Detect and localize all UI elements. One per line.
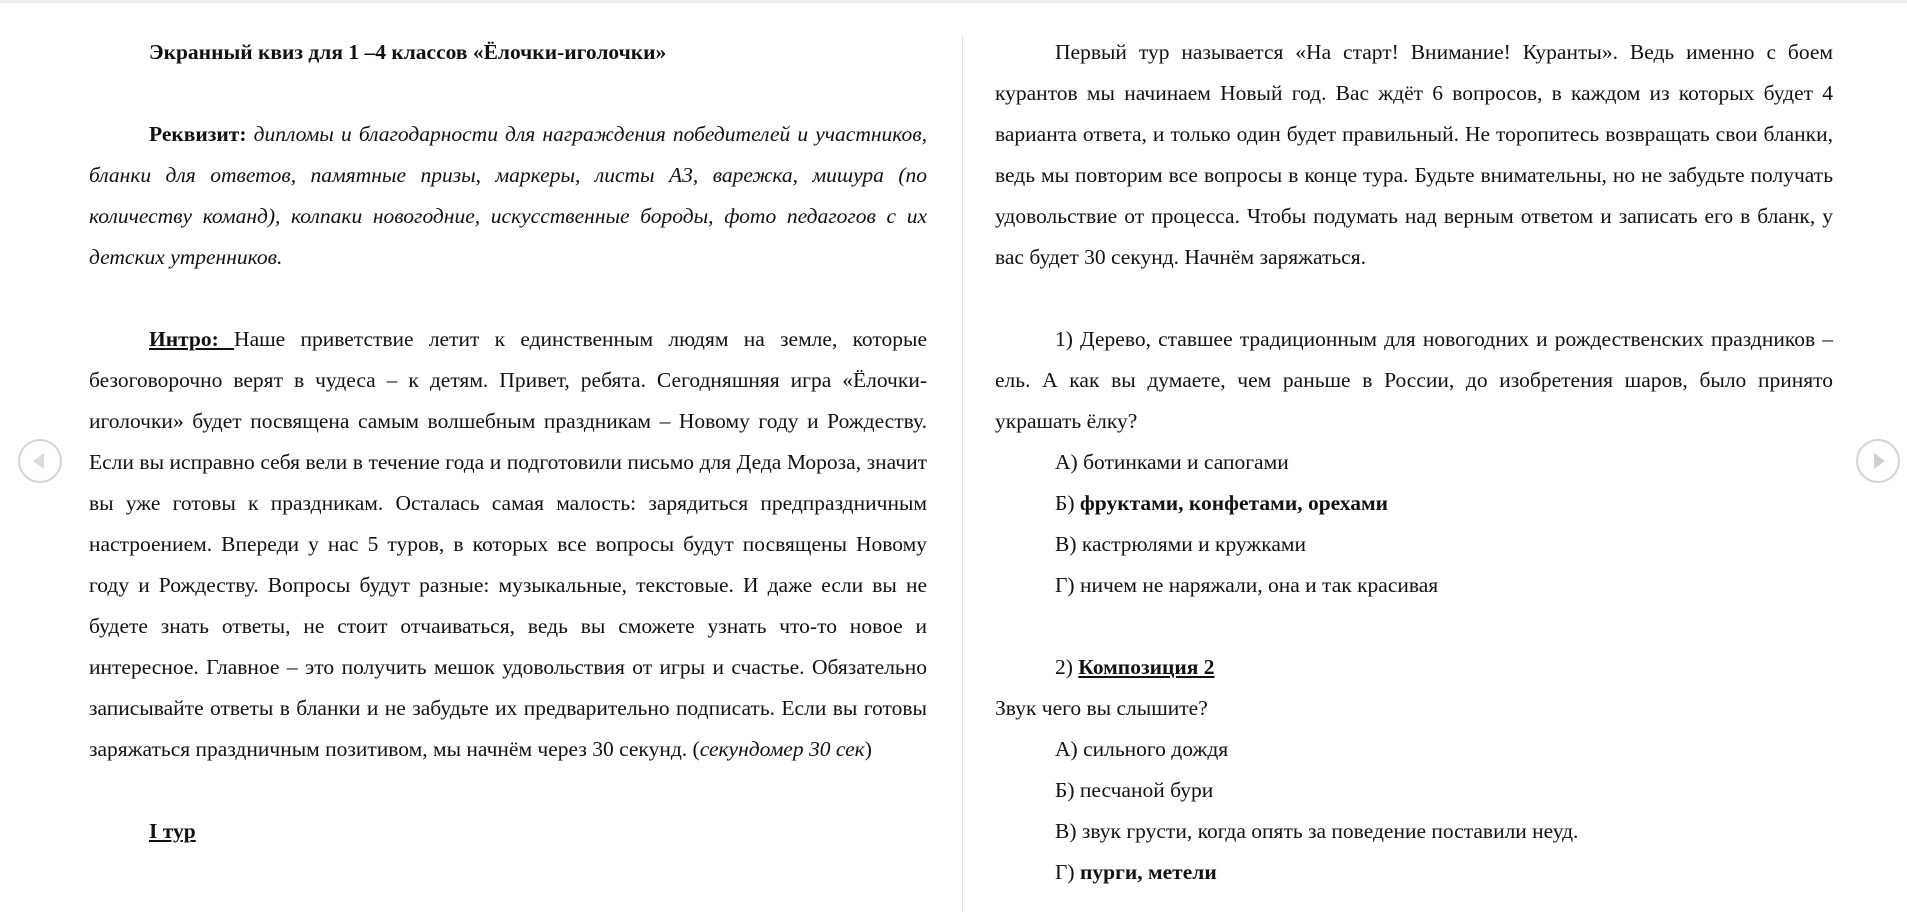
- page-divider: [962, 36, 963, 912]
- document-title: Экранный квиз для 1 –4 классов «Ёлочки-иголочки»: [149, 40, 667, 64]
- spacer: [89, 73, 927, 114]
- props-text: дипломы и благодарности для награждения победителей и участников, бланки для ответов, памятные призы, маркеры, листы А3, варежка, мишура (по количеству команд), колпаки новогодние, искусственные бороды, фото педагогов с их детских утренников.: [89, 122, 927, 269]
- spacer: [995, 278, 1833, 319]
- q1-option-d: Г) ничем не наряжали, она и так красивая: [1055, 573, 1439, 597]
- q2-option-d: Г) пурги, метели: [1055, 860, 1217, 884]
- props-label: Реквизит:: [149, 122, 247, 146]
- question-1-text: 1) Дерево, ставшее традиционным для новогодних и рождественских праздников – ель. А как вы думаете, чем раньше в России, до изобретения шаров, было принято украшать ёлку?: [995, 327, 1833, 433]
- q2-option-a: А) сильного дождя: [1055, 737, 1229, 761]
- q2-option-b: Б) песчаной бури: [1055, 778, 1214, 802]
- right-page: [995, 32, 1833, 912]
- intro-text: Наше приветствие летит к единственным людям на земле, которые безоговорочно верят в чудеса – к детям. Привет, ребята. Сегодняшняя игра «Ёлочки-иголочки» будет посвящена самым волшебным праздникам – Новому году и Рождеству. Если вы исправно себя вели в течение года и подготовили письмо для Деда Мороза, значит вы уже готовы к праздникам. Осталась самая малость: зарядиться предпраздничным настроением. Впереди у нас 5 туров, в которых все вопросы будут посвящены Новому году и Рождеству. Вопросы будут разные: музыкальные, текстовые. И даже если вы не будете знать ответы, не стоит отчаиваться, ведь вы сможете узнать что-то новое и интересное. Главное – это получить мешок удовольствия от игры и счастье. Обязательно записывайте ответы в бланки и не забудьте их предварительно подписать. Если вы готовы заряжаться праздничным позитивом, мы начнём через 30 секунд. (: [89, 327, 927, 761]
- question-2-heading: 2) Композиция 2: [1055, 655, 1215, 679]
- question-2-text: Звук чего вы слышите?: [995, 696, 1208, 720]
- left-page: [89, 32, 927, 912]
- previous-page-button[interactable]: [18, 439, 62, 483]
- triangle-left-icon: [20, 441, 60, 481]
- spacer: [89, 278, 927, 319]
- q1-option-b: Б) фруктами, конфетами, орехами: [1055, 491, 1389, 515]
- q2-option-c: В) звук грусти, когда опять за поведение поставили неуд.: [1055, 819, 1579, 843]
- intro-close: ): [864, 737, 872, 761]
- intro-note: секундомер 30 сек: [699, 737, 865, 761]
- intro-paragraph: [89, 319, 927, 770]
- spacer: [995, 606, 1833, 647]
- triangle-right-icon: [1858, 441, 1898, 481]
- next-page-button[interactable]: [1856, 439, 1900, 483]
- q1-option-a: А) ботинками и сапогами: [1055, 450, 1289, 474]
- intro-label: Интро:: [149, 327, 235, 351]
- q1-option-c: В) кастрюлями и кружками: [1055, 532, 1307, 556]
- round-heading: I тур: [149, 819, 196, 843]
- spacer: [89, 770, 927, 811]
- top-border: [0, 0, 1907, 3]
- round-intro-paragraph: Первый тур называется «На старт! Внимание! Куранты». Ведь именно с боем курантов мы начинаем Новый год. Вас ждёт 6 вопросов, в каждом из которых будет 4 варианта ответа, и только один будет правильный. Не торопитесь возвращать свои бланки, ведь мы повторим все вопросы в конце тура. Будьте внимательны, но не забудьте получать удовольствие от процесса. Чтобы подумать над верным ответом и записать его в бланк, у вас будет 30 секунд. Начнём заряжаться.: [995, 40, 1833, 269]
- props-paragraph: [89, 114, 927, 278]
